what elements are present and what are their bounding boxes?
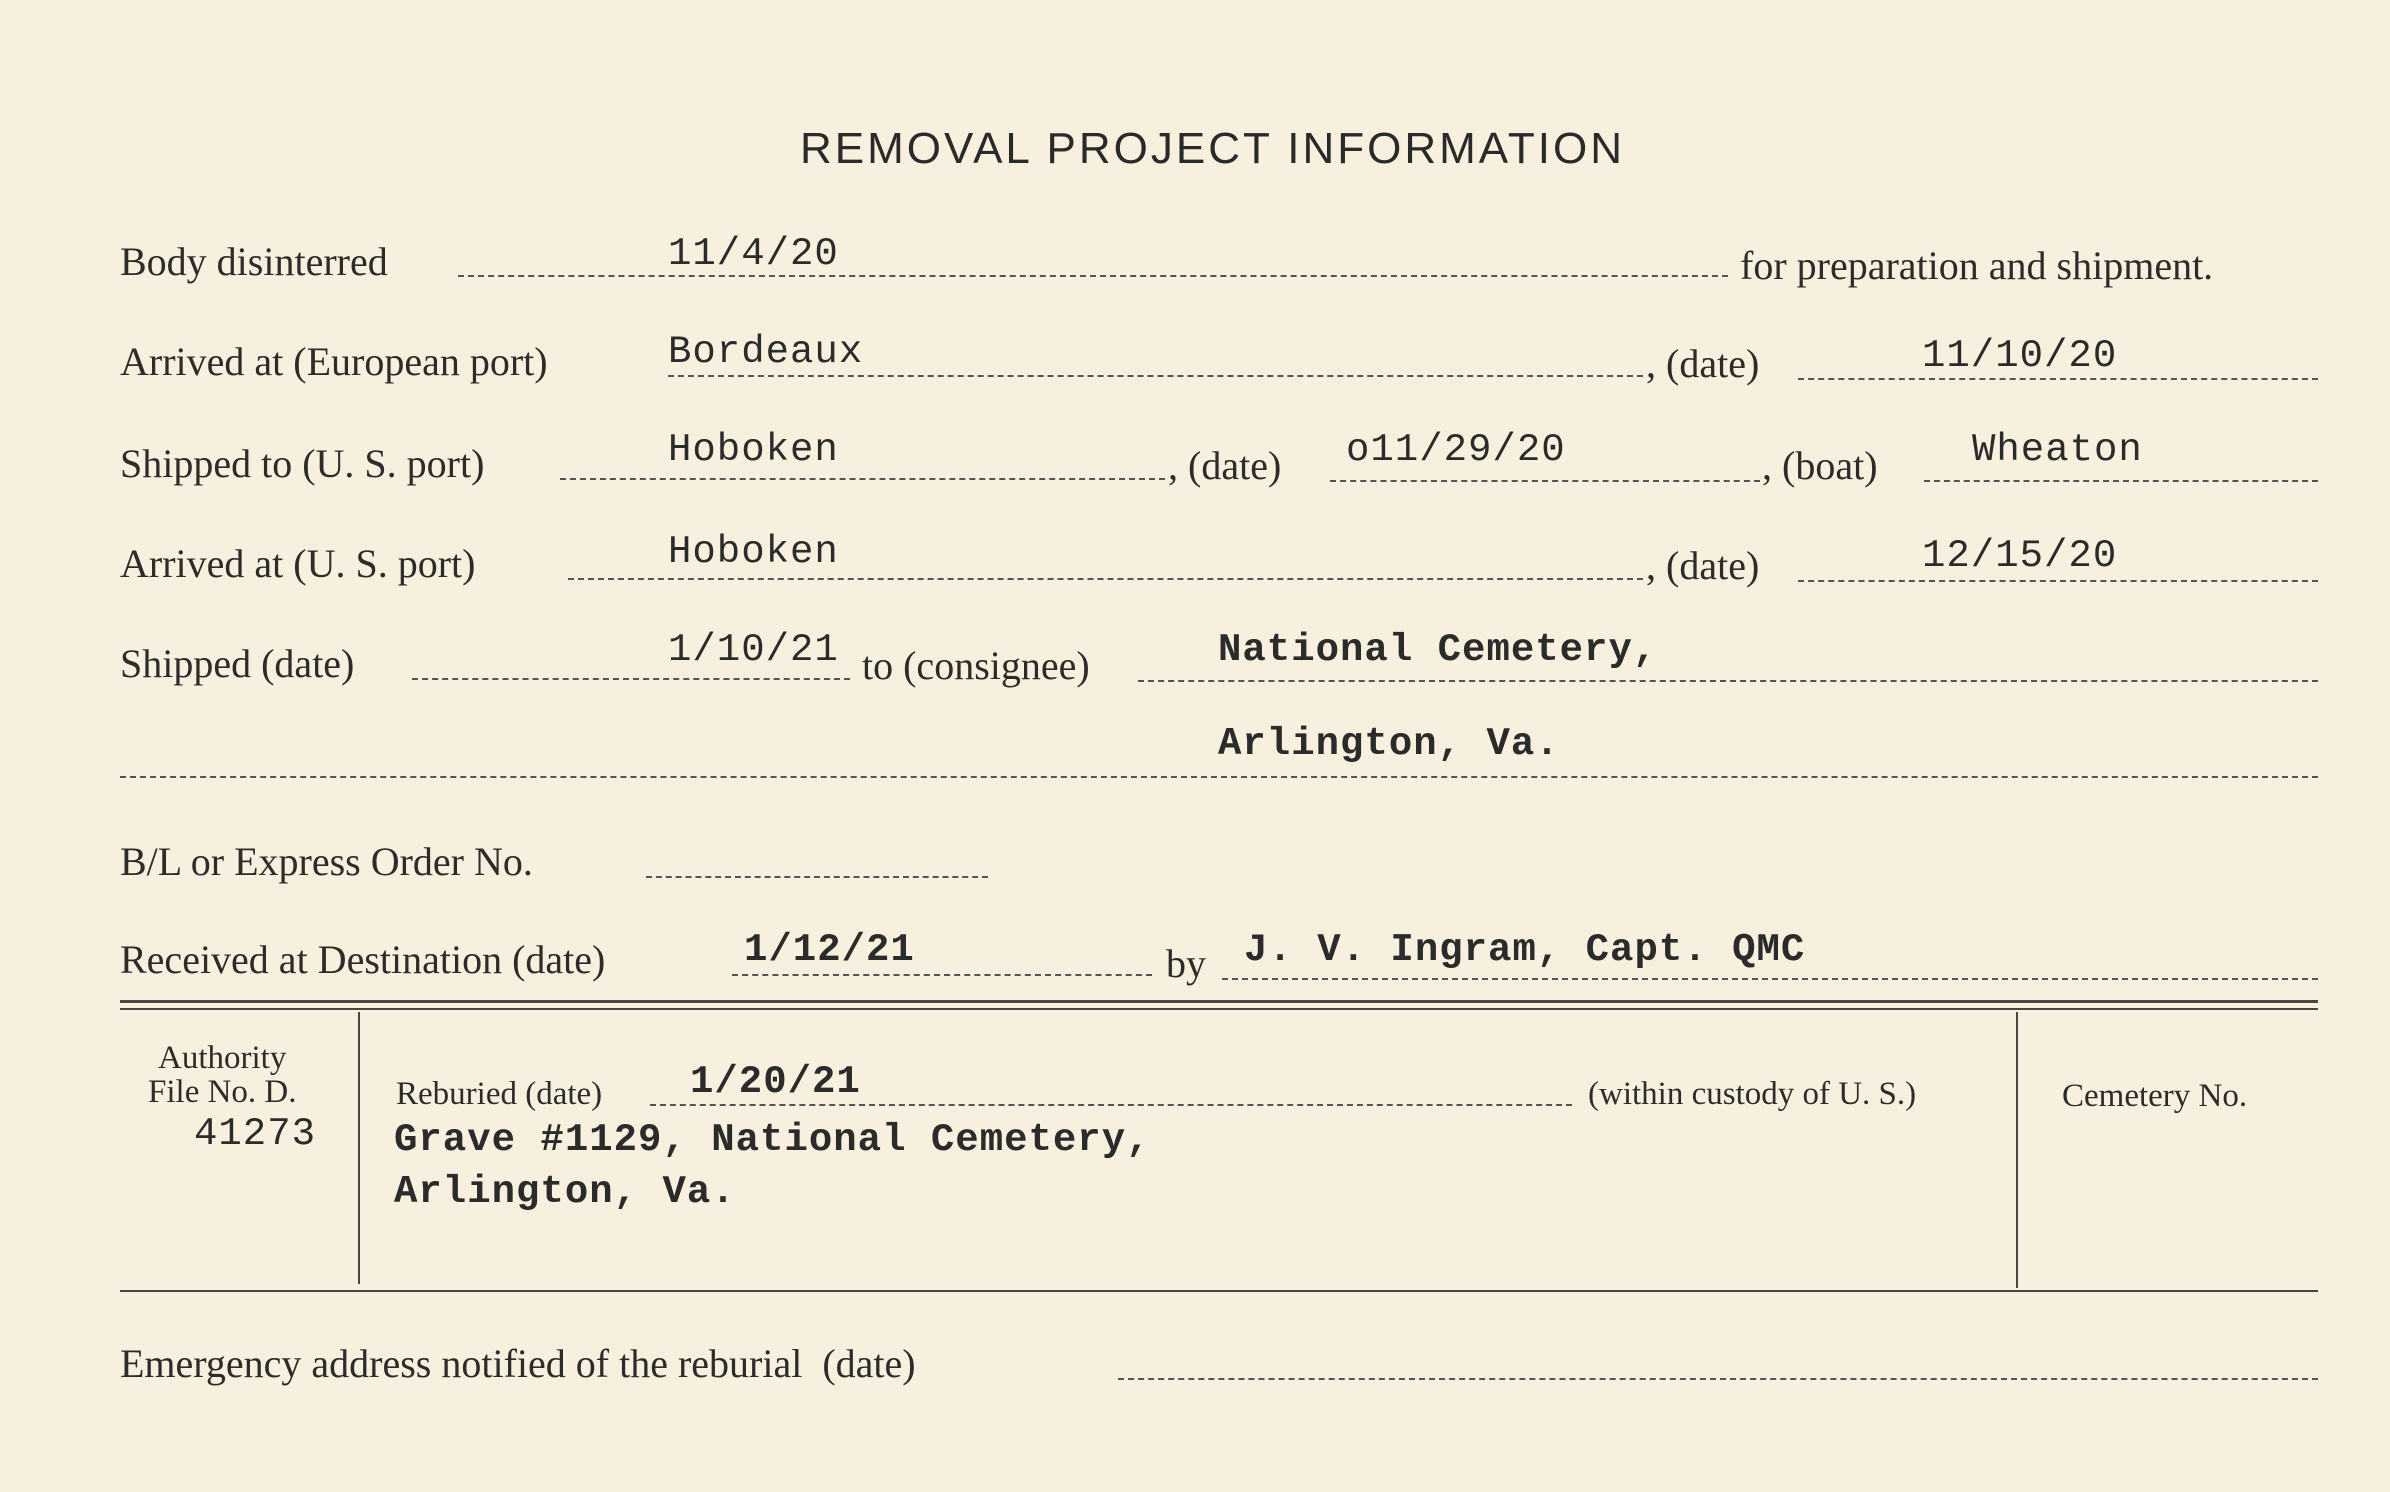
received-label: Received at Destination (date) [120,937,606,982]
shipped-to-us-label: Shipped to (U. S. port) [120,441,485,486]
body-disinterred-line [458,275,1728,277]
emergency-label: Emergency address notified of the reburial (date) [120,1341,916,1386]
custody-label: (within custody of U. S.) [1588,1076,1917,1112]
emergency-line [1118,1378,2318,1380]
received-by-line [1222,978,2318,980]
grave-line-2: Arlington, Va. [394,1170,736,1214]
authority-label-2: File No. D. [148,1074,297,1110]
received-by: J. V. Ingram, Capt. QMC [1244,928,1806,972]
arrived-european-label: Arrived at (European port) [120,339,548,384]
body-disinterred-label: Body disinterred [120,239,388,284]
arrived-us-label: Arrived at (U. S. port) [120,541,476,586]
box-bottom-rule [120,1290,2318,1292]
shipped-date-label: Shipped (date) [120,641,355,686]
shipped-to-us-boat: Wheaton [1972,428,2143,472]
arrived-us-date-label: , (date) [1646,543,1760,588]
received-by-label: by [1166,941,1206,986]
arrived-us-port-line [568,578,1643,580]
double-rule-top-1 [120,1000,2318,1003]
grave-line-1: Grave #1129, National Cemetery, [394,1118,1151,1162]
arrived-european-port: Bordeaux [668,330,864,374]
card-title: REMOVAL PROJECT INFORMATION [800,124,1625,173]
consignee-line-1 [1138,680,2318,682]
shipped-to-us-boat-label: , (boat) [1762,443,1878,488]
arrived-us-port: Hoboken [668,530,839,574]
shipped-to-us-port: Hoboken [668,428,839,472]
arrived-us-date: 12/15/20 [1922,534,2118,578]
body-disinterred-value: 11/4/20 [668,232,839,276]
body-disinterred-suffix: for preparation and shipment. [1740,243,2214,288]
shipped-to-us-date: o11/29/20 [1346,428,1566,472]
received-date: 1/12/21 [744,928,915,972]
shipped-to-us-boat-line [1924,480,2318,482]
bl-order-label: B/L or Express Order No. [120,839,533,884]
shipped-date-value: 1/10/21 [668,628,839,672]
bl-order-line [646,876,988,878]
box-divider-right [2016,1012,2018,1288]
reburied-label: Reburied (date) [396,1076,603,1112]
shipped-to-us-port-line [560,478,1165,480]
double-rule-top-2 [120,1008,2318,1010]
received-date-line [732,974,1152,976]
cemetery-no-label: Cemetery No. [2062,1078,2248,1114]
box-divider-left [358,1012,360,1284]
arrived-european-date-line [1798,378,2318,380]
shipped-date-line [412,678,850,680]
shipped-to-us-date-label: , (date) [1168,443,1282,488]
arrived-european-date-label: , (date) [1646,341,1760,386]
reburied-line [650,1104,1572,1106]
consignee-line-2 [120,776,2318,778]
arrived-european-port-line [668,375,1643,377]
consignee-label: to (consignee) [862,643,1090,688]
arrived-us-date-line [1798,580,2318,582]
authority-label-1: Authority [158,1040,287,1076]
consignee-value-1: National Cemetery, [1218,628,1658,672]
shipped-to-us-date-line [1330,480,1760,482]
authority-file-no: 41273 [194,1112,317,1156]
arrived-european-date: 11/10/20 [1922,334,2118,378]
reburied-date: 1/20/21 [690,1060,861,1104]
consignee-value-2: Arlington, Va. [1218,722,1560,766]
